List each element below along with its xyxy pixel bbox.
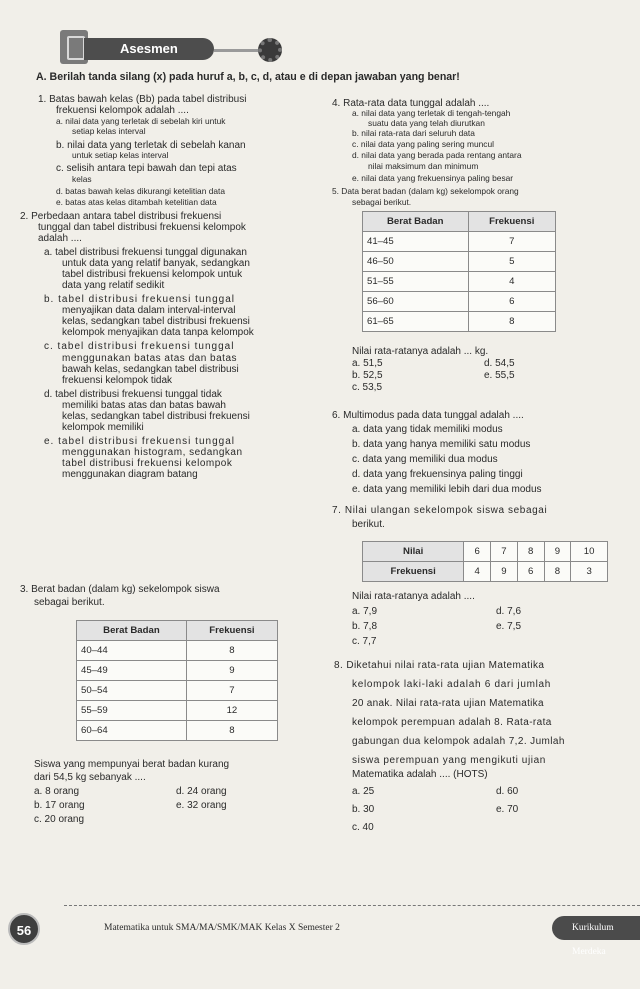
table-header: Frekuensi (186, 621, 277, 641)
table-cell: 4 (464, 562, 491, 582)
table-header: Frekuensi (468, 212, 556, 232)
table-cell: 6 (468, 292, 556, 312)
q5-option-d: d. 54,5 (484, 358, 515, 369)
table-cell: 3 (571, 562, 608, 582)
q6-option-d: d. data yang frekuensinya paling tinggi (352, 469, 523, 480)
table-cell: 8 (517, 542, 544, 562)
q1-option-d: d. batas bawah kelas dikurangi ketelitian data (56, 186, 226, 196)
q8-option-d: d. 60 (496, 786, 519, 797)
q2-stem: 2. Perbedaan antara tabel distribusi frekuensi (20, 211, 222, 222)
q1-stem-2: frekuensi kelompok adalah .... (56, 105, 189, 116)
table-row (77, 661, 278, 681)
table-cell: 7 (491, 542, 518, 562)
q2-option-d-2: memiliki batas atas dan batas bawah (62, 400, 226, 411)
table-cell: 8 (468, 312, 556, 332)
q2-option-e-3: tabel distribusi frekuensi kelompok (62, 458, 233, 469)
q8-option-a: a. 25 (352, 786, 375, 797)
table-cell: 45–49 (77, 661, 187, 681)
table-cell: 12 (186, 701, 277, 721)
q8-option-b: b. 30 (352, 804, 375, 815)
table-cell: 8 (544, 562, 571, 582)
q2-option-e: e. tabel distribusi frekuensi tunggal (44, 436, 235, 447)
q4-option-d-2: nilai maksimum dan minimum (368, 161, 479, 171)
q7-stem: 7. Nilai ulangan sekelompok siswa sebagai (332, 505, 548, 516)
table-row (363, 292, 556, 312)
section-title: Asesmen (84, 38, 214, 60)
q3-option-d: d. 24 orang (176, 786, 227, 797)
q1-option-b-2: untuk setiap kelas interval (72, 150, 169, 160)
q5-option-b: b. 52,5 (352, 370, 383, 381)
q4-option-a-2: suatu data yang telah diurutkan (368, 118, 485, 128)
q3-stem-2: sebagai berikut. (34, 597, 105, 608)
q2-option-d: d. tabel distribusi frekuensi tunggal tidak (44, 389, 222, 400)
table-cell: 61–65 (363, 312, 469, 332)
q2-option-e-2: menggunakan histogram, sedangkan (62, 447, 243, 458)
q2-option-b-2: menyajikan data dalam interval-interval (62, 305, 236, 316)
q7-option-e: e. 7,5 (496, 621, 522, 632)
table-cell: 6 (517, 562, 544, 582)
table-row (363, 232, 556, 252)
q3-option-b: b. 17 orang (34, 800, 85, 811)
q5-frequency-table (362, 211, 556, 332)
gear-icon (258, 38, 282, 62)
table-cell: 7 (468, 232, 556, 252)
q8-stem-7: Matematika adalah .... (HOTS) (352, 769, 488, 780)
q3-option-c: c. 20 orang (34, 814, 85, 825)
q1-option-b: b. nilai data yang terletak di sebelah kanan (56, 140, 246, 151)
table-cell: 10 (571, 542, 608, 562)
q4-option-e: e. nilai data yang frekuensinya paling besar (352, 173, 514, 183)
table-row (363, 312, 556, 332)
q5-stem: 5. Data berat badan (dalam kg) sekelompok orang (332, 186, 519, 196)
q2-stem-2: tunggal dan tabel distribusi frekuensi kelompok (38, 222, 246, 233)
table-header: Berat Badan (363, 212, 469, 232)
q6-option-b: b. data yang hanya memiliki satu modus (352, 439, 531, 450)
table-header: Nilai (363, 542, 464, 562)
q7-option-a: a. 7,9 (352, 606, 378, 617)
table-cell: 51–55 (363, 272, 469, 292)
q3-question: Siswa yang mempunyai berat badan kurang (34, 759, 230, 770)
q6-option-e: e. data yang memiliki lebih dari dua modus (352, 484, 542, 495)
q7-stem-2: berikut. (352, 519, 385, 530)
q7-question: Nilai rata-ratanya adalah .... (352, 591, 475, 602)
q3-question-2: dari 54,5 kg sebanyak .... (34, 772, 146, 783)
q5-stem-2: sebagai berikut. (352, 197, 412, 207)
q8-stem-5: gabungan dua kelompok adalah 7,2. Jumlah (352, 736, 565, 747)
table-cell: 8 (186, 721, 277, 741)
q1-option-c: c. selisih antara tepi bawah dan tepi atas (56, 163, 237, 174)
table-header: Frekuensi (363, 562, 464, 582)
table-cell: 41–45 (363, 232, 469, 252)
table-row (77, 681, 278, 701)
table-cell: 8 (186, 641, 277, 661)
table-cell: 5 (468, 252, 556, 272)
q2-option-b-4: kelompok menyajikan data tanpa kelompok (62, 327, 254, 338)
table-cell: 55–59 (77, 701, 187, 721)
q2-option-c-2: menggunakan batas atas dan batas (62, 353, 238, 364)
q2-stem-3: adalah .... (38, 233, 82, 244)
q8-option-e: e. 70 (496, 804, 519, 815)
q8-stem-2: kelompok laki-laki adalah 6 dari jumlah (352, 679, 552, 690)
q2-option-a-4: data yang relatif sedikit (62, 280, 165, 291)
table-cell: 6 (464, 542, 491, 562)
q2-option-d-3: kelas, sedangkan tabel distribusi frekuensi (62, 411, 250, 422)
q5-option-c: c. 53,5 (352, 382, 383, 393)
q2-option-c-4: frekuensi kelompok tidak (62, 375, 173, 386)
table-cell: 7 (186, 681, 277, 701)
q3-frequency-table (76, 620, 278, 741)
q4-option-c: c. nilai data yang paling sering muncul (352, 139, 494, 149)
q6-stem: 6. Multimodus pada data tunggal adalah .... (332, 410, 524, 421)
table-header: Berat Badan (77, 621, 187, 641)
q2-option-c-3: bawah kelas, sedangkan tabel distribusi (62, 364, 239, 375)
table-cell: 9 (491, 562, 518, 582)
q1-option-c-2: kelas (72, 174, 92, 184)
q6-option-c: c. data yang memiliki dua modus (352, 454, 498, 465)
table-cell: 4 (468, 272, 556, 292)
q3-option-a: a. 8 orang (34, 786, 80, 797)
q5-option-a: a. 51,5 (352, 358, 383, 369)
q7-frequency-table (362, 541, 608, 582)
page-number: 56 (8, 913, 40, 945)
q8-stem-6: siswa perempuan yang mengikuti ujian (352, 755, 546, 766)
q6-option-a: a. data yang tidak memiliki modus (352, 424, 503, 435)
q1-option-e: e. batas atas kelas ditambah ketelitian data (56, 197, 217, 207)
table-cell: 56–60 (363, 292, 469, 312)
q4-option-b: b. nilai rata-rata dari seluruh data (352, 128, 475, 138)
q2-option-a-3: tabel distribusi frekuensi kelompok untuk (62, 269, 243, 280)
table-row (363, 252, 556, 272)
table-cell: 40–44 (77, 641, 187, 661)
table-cell: 9 (544, 542, 571, 562)
curriculum-badge: Kurikulum Merdeka (552, 916, 640, 940)
q4-option-d: d. nilai data yang berada pada rentang antara (352, 150, 522, 160)
table-cell: 50–54 (77, 681, 187, 701)
q2-option-a: a. tabel distribusi frekuensi tunggal digunakan (44, 247, 247, 258)
table-row (363, 272, 556, 292)
q8-stem-4: kelompok perempuan adalah 8. Rata-rata (352, 717, 552, 728)
table-row (363, 542, 608, 562)
q1-option-a: a. nilai data yang terletak di sebelah kiri untuk (56, 116, 226, 126)
table-row (77, 641, 278, 661)
q5-option-e: e. 55,5 (484, 370, 515, 381)
q2-option-d-4: kelompok memiliki (62, 422, 144, 433)
q3-option-e: e. 32 orang (176, 800, 227, 811)
section-a-instruction: A. Berilah tanda silang (x) pada huruf a, b, c, d, atau e di depan jawaban yang benar! (36, 71, 460, 83)
q4-stem: 4. Rata-rata data tunggal adalah .... (332, 98, 490, 109)
table-cell: 60–64 (77, 721, 187, 741)
footer-divider (64, 905, 640, 906)
q3-stem: 3. Berat badan (dalam kg) sekelompok siswa (20, 584, 220, 595)
table-row (77, 701, 278, 721)
table-row (77, 721, 278, 741)
q1-option-a-2: setiap kelas interval (72, 126, 146, 136)
q4-option-a: a. nilai data yang terletak di tengah-tengah (352, 108, 511, 118)
q7-option-d: d. 7,6 (496, 606, 522, 617)
q2-option-b-3: kelas, sedangkan tabel distribusi frekuensi (62, 316, 250, 327)
q2-option-c: c. tabel distribusi frekuensi tunggal (44, 341, 235, 352)
book-title: Matematika untuk SMA/MA/SMK/MAK Kelas X Semester 2 (104, 923, 340, 933)
q1-stem: 1. Batas bawah kelas (Bb) pada tabel distribusi (38, 94, 247, 105)
table-cell: 9 (186, 661, 277, 681)
q2-option-b: b. tabel distribusi frekuensi tunggal (44, 294, 235, 305)
q2-option-a-2: untuk data yang relatif banyak, sedangkan (62, 258, 250, 269)
q8-option-c: c. 40 (352, 822, 374, 833)
q7-option-b: b. 7,8 (352, 621, 378, 632)
q5-question: Nilai rata-ratanya adalah ... kg. (352, 346, 489, 357)
q2-option-e-4: menggunakan diagram batang (62, 469, 198, 480)
table-row (363, 562, 608, 582)
q8-stem-3: 20 anak. Nilai rata-rata ujian Matematika (352, 698, 544, 709)
table-cell: 46–50 (363, 252, 469, 272)
q7-option-c: c. 7,7 (352, 636, 377, 647)
q8-stem: 8. Diketahui nilai rata-rata ujian Matematika (334, 660, 545, 671)
